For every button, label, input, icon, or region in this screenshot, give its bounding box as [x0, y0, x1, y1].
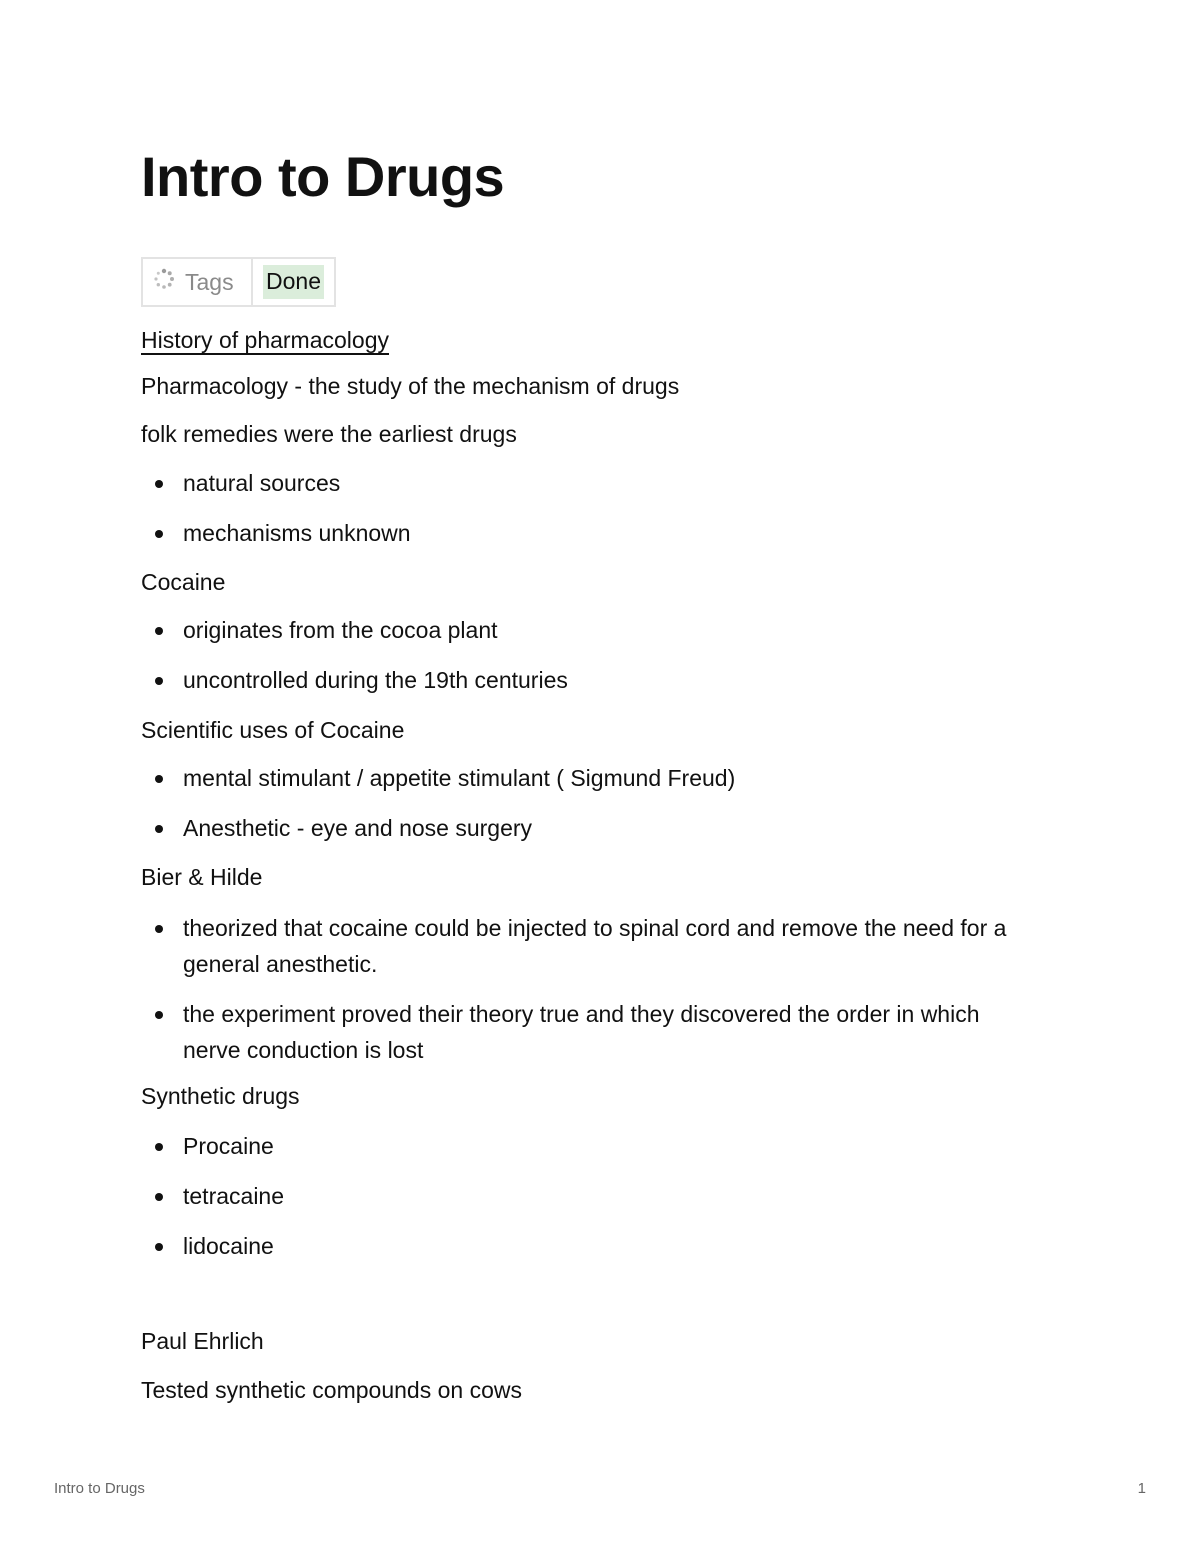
history-heading: History of pharmacology	[141, 327, 389, 353]
folk-remedies-list	[141, 465, 1041, 565]
page-title: Intro to Drugs	[141, 145, 505, 208]
list-item: natural sources	[141, 465, 1041, 501]
cocaine-heading: Cocaine	[141, 569, 226, 595]
list-item: Procaine	[141, 1128, 1041, 1164]
tags-property-value[interactable]	[253, 259, 334, 305]
spinner-icon	[153, 268, 185, 296]
footer-doc-name: Intro to Drugs	[54, 1480, 145, 1497]
list-item: originates from the cocoa plant	[141, 612, 1041, 648]
list-item: uncontrolled during the 19th centuries	[141, 662, 1041, 698]
tags-property-name[interactable]	[143, 259, 253, 305]
synthetic-drugs-heading: Synthetic drugs	[141, 1083, 300, 1109]
folk-remedies-text: folk remedies were the earliest drugs	[141, 421, 517, 447]
list-item: mental stimulant / appetite stimulant ( Sigmund Freud)	[141, 760, 1041, 796]
pharmacology-definition: Pharmacology - the study of the mechanism of drugs	[141, 373, 680, 399]
list-item: lidocaine	[141, 1228, 1041, 1264]
scientific-uses-list	[141, 760, 1041, 860]
synthetic-drugs-list	[141, 1128, 1041, 1278]
list-item: the experiment proved their theory true and they discovered the order in which nerve conduction is lost	[141, 996, 1041, 1068]
list-item: mechanisms unknown	[141, 515, 1041, 551]
footer-page-number: 1	[1137, 1480, 1146, 1497]
paul-ehrlich-text: Tested synthetic compounds on cows	[141, 1377, 522, 1403]
list-item: Anesthetic - eye and nose surgery	[141, 810, 1041, 846]
properties-row	[141, 257, 336, 307]
bier-hilde-heading: Bier & Hilde	[141, 864, 263, 890]
list-item: tetracaine	[141, 1178, 1041, 1214]
tag-done[interactable]: Done	[263, 265, 324, 299]
tags-label: Tags	[185, 268, 234, 295]
cocaine-list	[141, 612, 1041, 712]
paul-ehrlich-heading: Paul Ehrlich	[141, 1328, 264, 1354]
list-item: theorized that cocaine could be injected to spinal cord and remove the need for a general anesthetic.	[141, 910, 1041, 982]
scientific-uses-heading: Scientific uses of Cocaine	[141, 717, 405, 743]
bier-hilde-list	[141, 910, 1041, 1082]
